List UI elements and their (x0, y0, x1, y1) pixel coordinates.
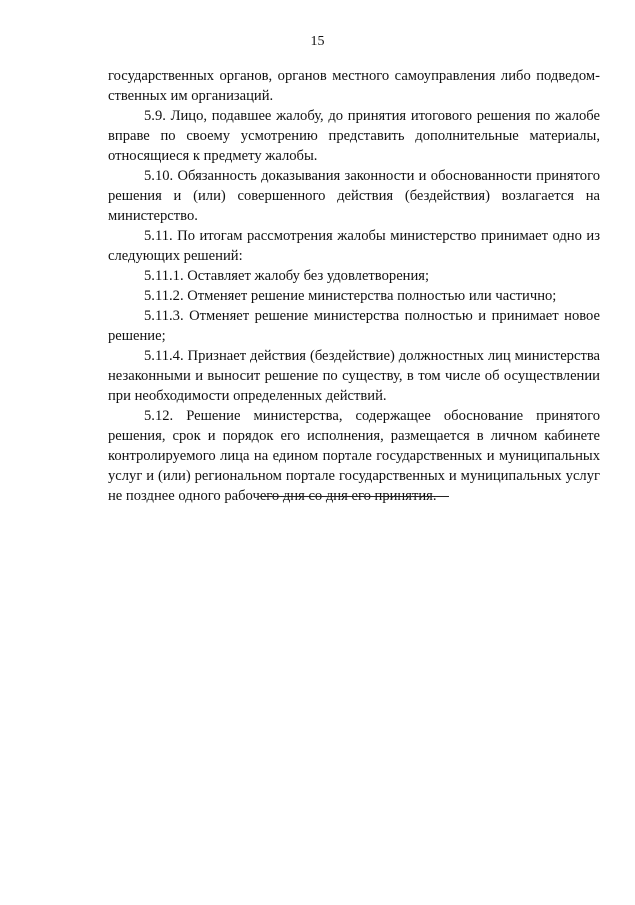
paragraph-5-11-4: 5.11.4. Признает действия (бездействие) должностных лиц министерства незаконными и выносит решение по существу, в том числе об осуществлении при необходимости определенных действий. (108, 348, 600, 404)
page-number: 15 (310, 34, 325, 49)
document-body (108, 66, 600, 506)
closing-divider (259, 496, 449, 497)
paragraph-5-12: 5.12. Решение министерства, содержащее обоснование принятого решения, срок и порядок его исполнения, размещается в личном кабинете контролируемого лица на едином портале государственных и муниципальных услуг и (или) региональном портале государственных и муниципальных услуг не позднее одного рабочего дня со дня его принятия. (108, 408, 600, 504)
paragraph-5-11: 5.11. По итогам рассмотрения жалобы министерство принимает одно из следующих решений: (108, 228, 600, 264)
paragraph-5-11-2: 5.11.2. Отменяет решение министерства полностью или частично; (144, 288, 557, 304)
paragraph-continuation: государственных органов, органов местного самоуправления либо подведомственных им организаций. (108, 68, 600, 104)
paragraph-5-9: 5.9. Лицо, подавшее жалобу, до принятия итогового решения по жалобе вправе по своему усмотрению представить дополнительные материалы, относящиеся к предмету жалобы. (108, 108, 600, 164)
paragraph-5-11-3: 5.11.3. Отменяет решение министерства полностью и принимает новое решение; (108, 308, 600, 344)
paragraph-5-11-1: 5.11.1. Оставляет жалобу без удовлетворения; (144, 268, 430, 284)
paragraph-5-10: 5.10. Обязанность доказывания законности и обоснованности принятого решения и (или) совершенного действия (бездействия) возлагается на министерство. (108, 168, 600, 224)
